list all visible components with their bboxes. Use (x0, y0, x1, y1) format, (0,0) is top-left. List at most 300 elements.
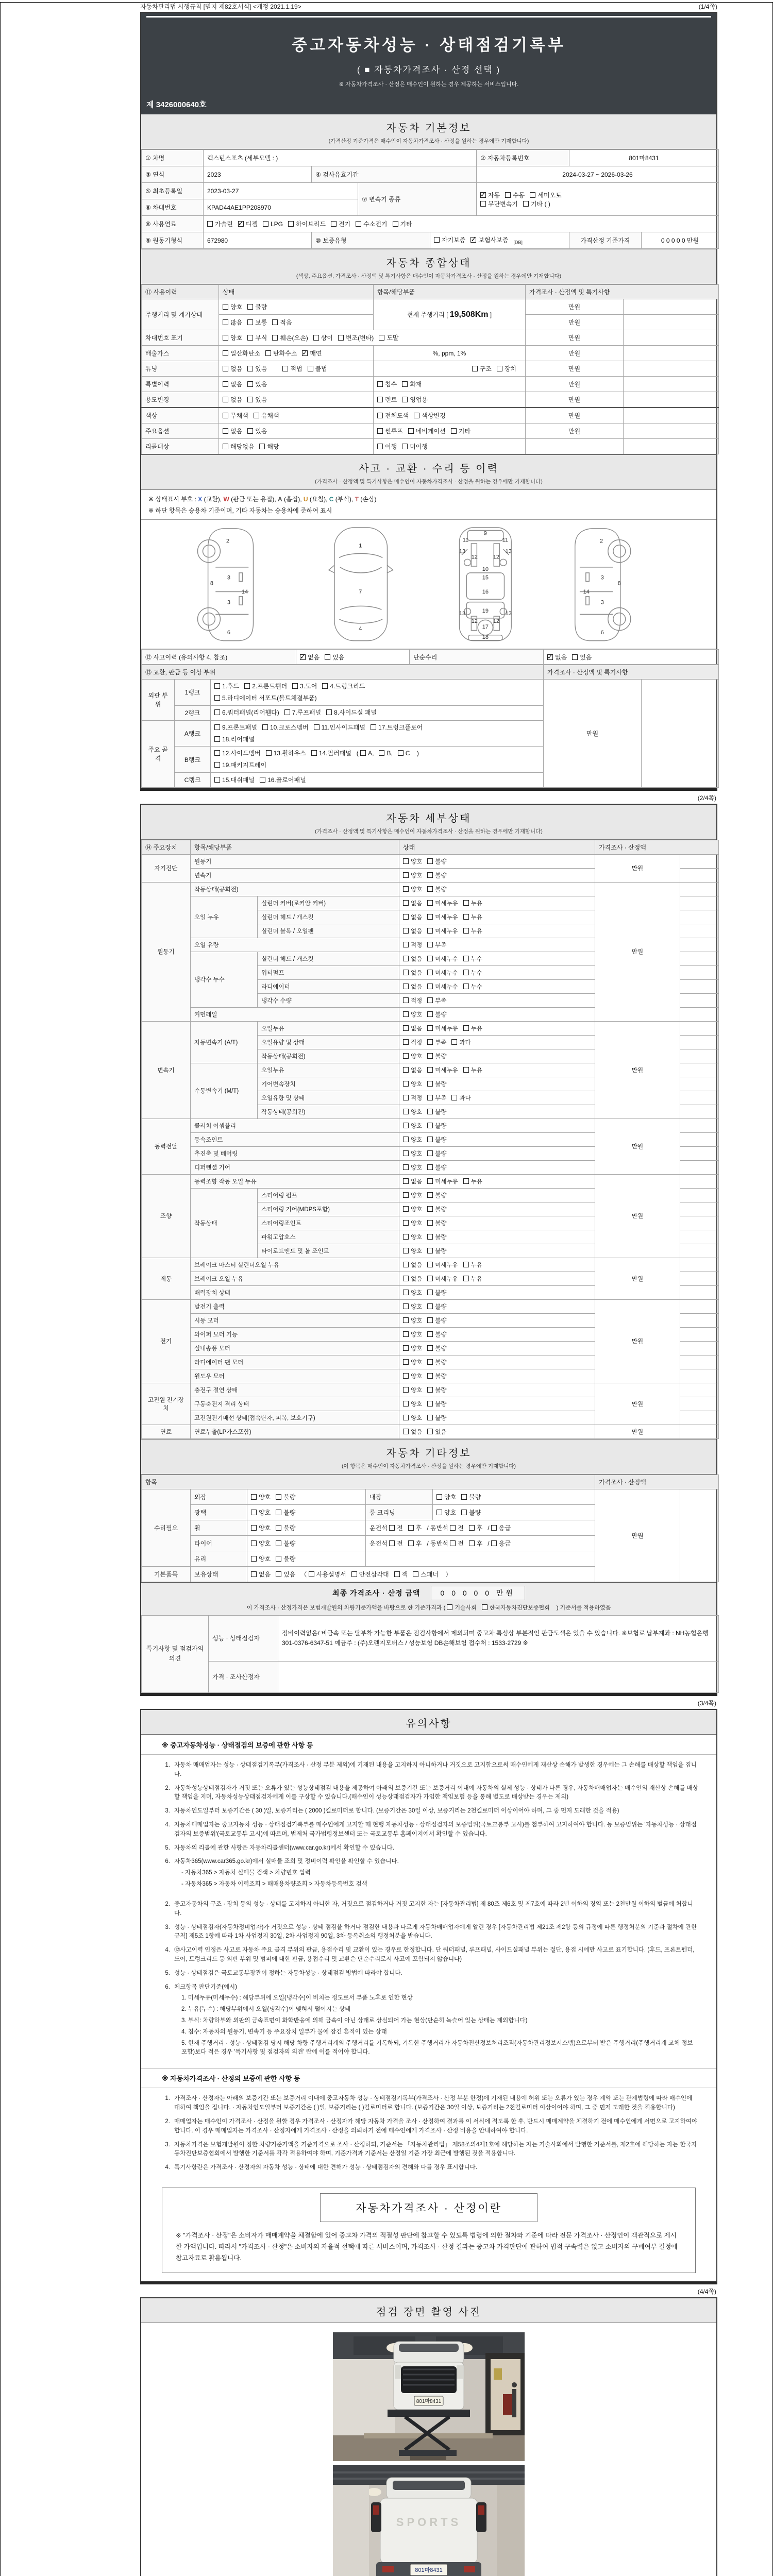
cell (680, 1272, 719, 1285)
checkbox[interactable] (251, 1525, 257, 1531)
option: 없음 (403, 901, 422, 907)
checkbox[interactable] (247, 304, 253, 310)
checkbox[interactable] (207, 221, 213, 227)
checkbox[interactable] (434, 237, 440, 243)
checkbox[interactable] (403, 1234, 409, 1240)
status-code: U (303, 496, 308, 503)
option: 불량 (427, 1360, 446, 1366)
checkbox[interactable] (427, 1248, 433, 1253)
checkbox[interactable] (403, 1123, 409, 1128)
checkbox[interactable] (427, 1150, 433, 1156)
checkbox[interactable] (251, 1556, 257, 1562)
checkbox[interactable] (414, 413, 419, 418)
cell (399, 1258, 595, 1272)
checkbox[interactable] (530, 192, 535, 198)
checkbox[interactable] (427, 1429, 433, 1434)
option: 누수 (463, 984, 482, 990)
checkbox[interactable] (276, 1525, 281, 1531)
checkbox[interactable] (427, 1095, 433, 1100)
checkbox[interactable] (427, 1359, 433, 1365)
checkbox[interactable] (403, 900, 409, 906)
checkbox[interactable] (214, 709, 220, 715)
checkbox[interactable] (403, 942, 409, 947)
checkbox[interactable] (427, 1067, 433, 1073)
checkbox[interactable] (427, 984, 433, 989)
checkbox[interactable] (403, 1011, 409, 1017)
checkbox[interactable] (403, 1276, 409, 1281)
checkbox[interactable] (427, 914, 433, 920)
checkbox[interactable] (427, 1345, 433, 1351)
cell: 801마8431 (569, 150, 719, 166)
checkbox[interactable] (427, 928, 433, 934)
checkbox[interactable] (427, 1331, 433, 1337)
option: 양호 (403, 1415, 422, 1421)
checkbox[interactable] (427, 900, 433, 906)
checkbox[interactable] (497, 366, 502, 371)
checkbox[interactable] (214, 762, 220, 768)
checkbox[interactable] (389, 1525, 395, 1531)
notice-item: 2. 매매업자는 매수인이 가격조사 · 산정을 원할 경우 가격조사 · 산정자가 해당 자동차 가격을 조사 · 산정하여 결과를 이 서식에 적도록 한 후, 반드시 매매계약을 체결하기 전에 매수인에게 서면으로 고지하여야 합니다. 이 경우 매매업자는 가격조사 · 산정자에게 가격조사 · 산정을 의뢰하기 전에 매수인에게 가격조사 · 산정 비용을 안내하여야 합니다. (165, 2118, 698, 2134)
option: 불량 (276, 1494, 295, 1501)
cell: 작동상태(공회전) (191, 882, 399, 896)
checkbox[interactable] (403, 1429, 409, 1434)
checkbox[interactable] (403, 1039, 409, 1045)
column-header: ⑪ 사용이력 (142, 285, 219, 299)
checkbox[interactable] (403, 1150, 409, 1156)
cell: 672980 (204, 232, 312, 249)
option: 불량 (427, 1234, 446, 1241)
checkbox[interactable] (403, 1053, 409, 1059)
checkbox[interactable] (403, 1081, 409, 1087)
checkbox[interactable] (308, 366, 313, 371)
checkbox[interactable] (463, 956, 469, 961)
checkbox[interactable] (427, 1401, 433, 1406)
cell (399, 1188, 595, 1202)
checkbox[interactable] (427, 1192, 433, 1198)
cell: 만원 (595, 1383, 680, 1425)
checkbox[interactable] (427, 1290, 433, 1295)
option: 잭 (394, 1571, 408, 1578)
checkbox[interactable] (427, 1317, 433, 1323)
option: 상이 (313, 334, 333, 342)
cell (680, 1244, 719, 1258)
cell: ④ 검사유효기간 (312, 166, 477, 183)
checkbox[interactable] (356, 221, 361, 227)
option: 전 (450, 1540, 464, 1547)
checkbox[interactable] (403, 1290, 409, 1295)
checkbox[interactable] (408, 428, 414, 434)
cell: ⑦ 변속기 종류 (358, 183, 477, 216)
option: 양호 (403, 1387, 422, 1394)
checkbox[interactable] (463, 1067, 469, 1073)
diagram-part-number: 11 (502, 537, 508, 544)
checkbox[interactable] (379, 335, 384, 341)
checkbox[interactable] (223, 335, 228, 341)
checkbox[interactable] (427, 1025, 433, 1031)
cell (680, 1146, 719, 1160)
checkbox[interactable] (427, 1373, 433, 1379)
checkbox[interactable] (427, 858, 433, 864)
checkbox[interactable] (427, 942, 433, 947)
checkbox[interactable] (402, 381, 408, 387)
checkbox[interactable] (523, 201, 529, 207)
option: C (398, 750, 410, 757)
checkbox[interactable] (427, 1387, 433, 1393)
checkbox[interactable] (276, 1556, 281, 1562)
checkbox[interactable] (447, 1604, 452, 1610)
cell: 배출가스 (142, 346, 219, 361)
checkbox[interactable] (403, 1109, 409, 1114)
checkbox[interactable] (322, 683, 328, 689)
checkbox[interactable] (214, 777, 220, 783)
cell: 만원 (595, 1174, 680, 1258)
checkbox[interactable] (469, 1540, 475, 1546)
option: 양호 (403, 1304, 422, 1310)
option: 불량 (427, 1304, 446, 1310)
checkbox[interactable] (214, 736, 220, 742)
checkbox[interactable] (403, 984, 409, 989)
inspection-photo-front[interactable] (333, 2332, 525, 2461)
final-price-band (141, 1582, 716, 1615)
checkbox[interactable] (402, 444, 408, 449)
checkbox[interactable] (427, 1039, 433, 1045)
checkbox[interactable] (403, 1192, 409, 1198)
checkbox[interactable] (436, 1494, 442, 1500)
checkbox[interactable] (403, 1137, 409, 1142)
column-header: ⑭ 주요장치 (142, 840, 191, 854)
checkbox[interactable] (463, 1178, 469, 1184)
checkbox[interactable] (403, 1303, 409, 1309)
option: 양호 (403, 1360, 422, 1366)
checkbox[interactable] (223, 319, 228, 325)
checkbox[interactable] (427, 956, 433, 961)
notice-item: 3. 성능 · 상태점검자(자동차정비업자)가 거짓으로 성능 · 상태 점검을 하거나 점검한 내용과 다르게 자동차매매업자에게 알린 경우 [자동차관리법 제21조 제2항 등의 규정에 따른 행정처분의 기준과 절차에 관한 규칙] 제5조 1항에 따라 1차 사업정지 30일, 2차 사업정지 90일, 3차 등록취소의 행정처분을 받습니다. (165, 1924, 697, 1940)
checkbox[interactable] (463, 984, 469, 989)
checkbox[interactable] (450, 1525, 456, 1531)
checkbox[interactable] (223, 428, 228, 434)
notice-subitem: 4. 침수: 자동차의 원동기, 변속기 등 주요장치 일부가 물에 잠긴 흔적이 있는 상태 (181, 2028, 387, 2035)
checkbox[interactable] (408, 1525, 414, 1531)
checkbox[interactable] (389, 1540, 395, 1546)
checkbox[interactable] (427, 1164, 433, 1170)
cell: 고전원전기배선 상태(접속단자, 피복, 보호기구) (191, 1411, 399, 1425)
checkbox[interactable] (314, 724, 320, 730)
checkbox[interactable] (251, 1571, 257, 1577)
diagram-part-number: 17 (482, 624, 489, 631)
diagram-part-number: 3 (600, 574, 604, 581)
option: 유채색 (254, 412, 279, 419)
checkbox[interactable] (214, 683, 220, 689)
checkbox[interactable] (403, 1248, 409, 1253)
checkbox[interactable] (251, 1510, 257, 1515)
checkbox[interactable] (463, 970, 469, 975)
checkbox[interactable] (377, 428, 383, 434)
checkbox[interactable] (427, 872, 433, 878)
checkbox[interactable] (403, 997, 409, 1003)
checkbox[interactable] (251, 1494, 257, 1500)
checkbox[interactable] (223, 304, 228, 310)
checkbox[interactable] (282, 366, 288, 371)
checkbox[interactable] (244, 683, 250, 689)
checkbox[interactable] (403, 1359, 409, 1365)
checkbox[interactable] (450, 1540, 456, 1546)
checkbox[interactable] (247, 366, 253, 371)
checkbox[interactable] (276, 1571, 281, 1577)
checkbox[interactable] (313, 335, 319, 341)
car-diagram (141, 520, 716, 649)
checkbox[interactable] (427, 1123, 433, 1128)
option: 2.프론트휀더 (244, 683, 287, 690)
checkbox[interactable] (491, 1525, 497, 1531)
checkbox[interactable] (214, 724, 220, 730)
checkbox-checked[interactable] (238, 221, 244, 227)
checkbox[interactable] (572, 654, 578, 660)
cell: 스티어링 펌프 (258, 1188, 399, 1202)
checkbox[interactable] (403, 1373, 409, 1379)
checkbox[interactable] (461, 1494, 467, 1500)
title-rule (146, 16, 711, 18)
checkbox[interactable] (262, 724, 268, 730)
cell: 휠 (191, 1520, 247, 1535)
checkbox[interactable] (223, 444, 228, 449)
checkbox[interactable] (402, 397, 408, 402)
checkbox[interactable] (463, 928, 469, 934)
checkbox[interactable] (427, 1053, 433, 1059)
checkbox[interactable] (377, 381, 383, 387)
checkbox[interactable] (377, 413, 383, 418)
checkbox[interactable] (276, 1510, 281, 1515)
summary-band (141, 249, 716, 284)
cell: 오일 유량 (191, 938, 399, 952)
checkbox[interactable] (403, 858, 409, 864)
checkbox[interactable] (223, 397, 228, 402)
cell: 오일 누유 (191, 896, 258, 938)
checkbox[interactable] (254, 413, 259, 418)
checkbox[interactable] (266, 750, 272, 756)
option: 미세누유 (427, 1067, 458, 1074)
summary-table (141, 284, 719, 454)
option: 기술사회 (447, 1605, 477, 1611)
checkbox[interactable] (338, 335, 344, 341)
checkbox[interactable] (463, 1276, 469, 1281)
option: 불량 (427, 1346, 446, 1352)
cell: %, ppm, 1% (374, 346, 526, 361)
checkbox[interactable] (351, 1571, 357, 1577)
checkbox[interactable] (403, 1415, 409, 1420)
checkbox[interactable] (292, 683, 298, 689)
checkbox[interactable] (427, 1206, 433, 1212)
checkbox[interactable] (451, 1095, 457, 1100)
checkbox[interactable] (247, 381, 253, 387)
option: 없음 (403, 1026, 422, 1032)
checkbox[interactable] (276, 1494, 281, 1500)
checkbox[interactable] (505, 192, 511, 198)
checkbox[interactable] (472, 366, 478, 371)
checkbox[interactable] (214, 695, 220, 701)
diagram-part-number: 12 (471, 618, 478, 625)
checkbox[interactable] (251, 1540, 257, 1546)
checkbox[interactable] (394, 1571, 400, 1577)
checkbox[interactable] (260, 777, 265, 783)
checkbox[interactable] (463, 1025, 469, 1031)
checkbox[interactable] (360, 750, 366, 756)
cell (399, 1369, 595, 1383)
option: 화재 (402, 381, 422, 388)
page-marker-4: (4/4쪽) (697, 2287, 716, 2295)
svg-text:801마8431: 801마8431 (416, 2398, 442, 2404)
checkbox[interactable] (276, 1540, 281, 1546)
checkbox[interactable] (463, 914, 469, 920)
checkbox[interactable] (325, 654, 330, 660)
checkbox[interactable] (491, 1540, 497, 1546)
cell (680, 1397, 719, 1411)
checkbox[interactable] (377, 397, 383, 402)
cell: 만원 (526, 346, 624, 361)
cell: 2023-03-27 (204, 183, 358, 199)
checkbox[interactable] (427, 997, 433, 1003)
option: A, (360, 750, 374, 757)
option: ✓ 보험사보증 (470, 236, 508, 244)
checkbox[interactable] (427, 970, 433, 975)
checkbox[interactable] (371, 724, 376, 730)
diagram-part-number: 3 (227, 599, 230, 606)
checkbox[interactable] (403, 1067, 409, 1073)
diagram-part-number: 7 (359, 589, 362, 596)
checkbox[interactable] (427, 1234, 433, 1240)
checkbox[interactable] (451, 428, 457, 434)
option: 누유 (463, 1179, 482, 1185)
checkbox[interactable] (451, 1039, 457, 1045)
checkbox[interactable] (463, 1262, 469, 1267)
checkbox[interactable] (247, 319, 253, 325)
checkbox[interactable] (309, 1571, 314, 1577)
cell (680, 1258, 719, 1272)
checkbox[interactable] (326, 709, 332, 715)
option: 13.휠하우스 (266, 750, 306, 757)
basic-info-title: 자동차 기본정보 (386, 123, 472, 134)
checkbox[interactable] (265, 350, 271, 356)
checkbox[interactable] (403, 1206, 409, 1212)
checkbox[interactable] (403, 1164, 409, 1170)
checkbox[interactable] (403, 1220, 409, 1226)
checkbox[interactable] (403, 886, 409, 892)
document-number: 제 3426000640호 (146, 100, 207, 109)
checkbox[interactable] (408, 1540, 414, 1546)
checkbox[interactable] (427, 1276, 433, 1281)
checkbox[interactable] (403, 1262, 409, 1267)
column-header: 항목 (142, 1475, 595, 1489)
checkbox[interactable] (427, 1109, 433, 1114)
checkbox[interactable] (284, 709, 290, 715)
checkbox[interactable] (214, 750, 220, 756)
checkbox[interactable] (379, 750, 384, 756)
option: 양호 (403, 1151, 422, 1157)
checkbox[interactable] (403, 1095, 409, 1100)
checkbox[interactable] (403, 1178, 409, 1184)
checkbox[interactable] (223, 366, 228, 371)
checkbox[interactable] (403, 914, 409, 920)
checkbox[interactable] (393, 221, 398, 227)
checkbox[interactable] (436, 1510, 442, 1515)
checkbox[interactable] (223, 350, 228, 356)
checkbox[interactable] (331, 221, 337, 227)
checkbox[interactable] (461, 1510, 467, 1515)
cell (477, 183, 719, 216)
checkbox[interactable] (311, 750, 317, 756)
checkbox[interactable] (403, 1317, 409, 1323)
option: 19.패키지트레이 (214, 761, 266, 769)
checkbox[interactable] (427, 1220, 433, 1226)
checkbox[interactable] (427, 1137, 433, 1142)
checkbox[interactable] (482, 1604, 488, 1610)
checkbox[interactable] (377, 444, 383, 449)
checkbox[interactable] (427, 1081, 433, 1087)
photo-block (140, 2297, 717, 2576)
cell (399, 924, 595, 938)
checkbox[interactable] (403, 970, 409, 975)
checkbox[interactable] (288, 221, 294, 227)
checkbox[interactable] (403, 1331, 409, 1337)
checkbox[interactable] (413, 1571, 418, 1577)
checkbox-checked[interactable] (470, 237, 476, 243)
checkbox[interactable] (427, 1303, 433, 1309)
cell: 실린더 블록 / 오일팬 (258, 924, 399, 938)
checkbox[interactable] (469, 1525, 475, 1531)
checkbox[interactable] (263, 221, 268, 227)
checkbox[interactable] (427, 1178, 433, 1184)
checkbox[interactable] (427, 886, 433, 892)
cell: 작동상태(공회전) (258, 1049, 399, 1063)
checkbox[interactable] (403, 1401, 409, 1406)
checkbox-checked[interactable] (300, 654, 306, 660)
final-price-value[interactable]: 0 0 0 0 0 만원 (431, 1586, 525, 1600)
checkbox[interactable] (403, 928, 409, 934)
checkbox[interactable] (223, 413, 228, 418)
summary-subtitle: (색상, 주요옵션, 가격조사 · 산정액 및 특기사항은 매수인이 자동차가격조사 · 산정을 원하는 경우에만 기재합니다) (296, 273, 562, 279)
checkbox-checked[interactable] (302, 350, 308, 356)
inspection-photo-rear[interactable] (333, 2465, 525, 2576)
checkbox[interactable] (403, 1387, 409, 1393)
cell: 만원 (595, 882, 680, 1021)
checkbox[interactable] (427, 1415, 433, 1420)
checkbox[interactable] (272, 335, 278, 341)
checkbox[interactable] (223, 381, 228, 387)
checkbox[interactable] (247, 335, 253, 341)
checkbox[interactable] (398, 750, 404, 756)
checkbox[interactable] (427, 1262, 433, 1267)
checkbox[interactable] (427, 1011, 433, 1017)
checkbox[interactable] (403, 956, 409, 961)
checkbox[interactable] (403, 1025, 409, 1031)
checkbox[interactable] (247, 397, 253, 402)
checkbox[interactable] (463, 900, 469, 906)
checkbox[interactable] (247, 428, 253, 434)
checkbox-checked[interactable] (547, 654, 553, 660)
notice-band (141, 1710, 716, 1735)
checkbox[interactable] (403, 1345, 409, 1351)
checkbox-checked[interactable] (480, 192, 486, 198)
diagram-part-number: 15 (482, 574, 489, 581)
option: 양호 (403, 873, 422, 879)
cell (399, 1397, 595, 1411)
checkbox[interactable] (272, 319, 278, 325)
checkbox[interactable] (480, 201, 486, 207)
cell: 라디에이터 팬 모터 (191, 1355, 399, 1369)
text-segment: / (488, 1539, 491, 1547)
checkbox[interactable] (403, 872, 409, 878)
cell: ⑫ 사고이력 (유의사항 4. 참조) (142, 650, 296, 665)
checkbox[interactable] (259, 444, 265, 449)
